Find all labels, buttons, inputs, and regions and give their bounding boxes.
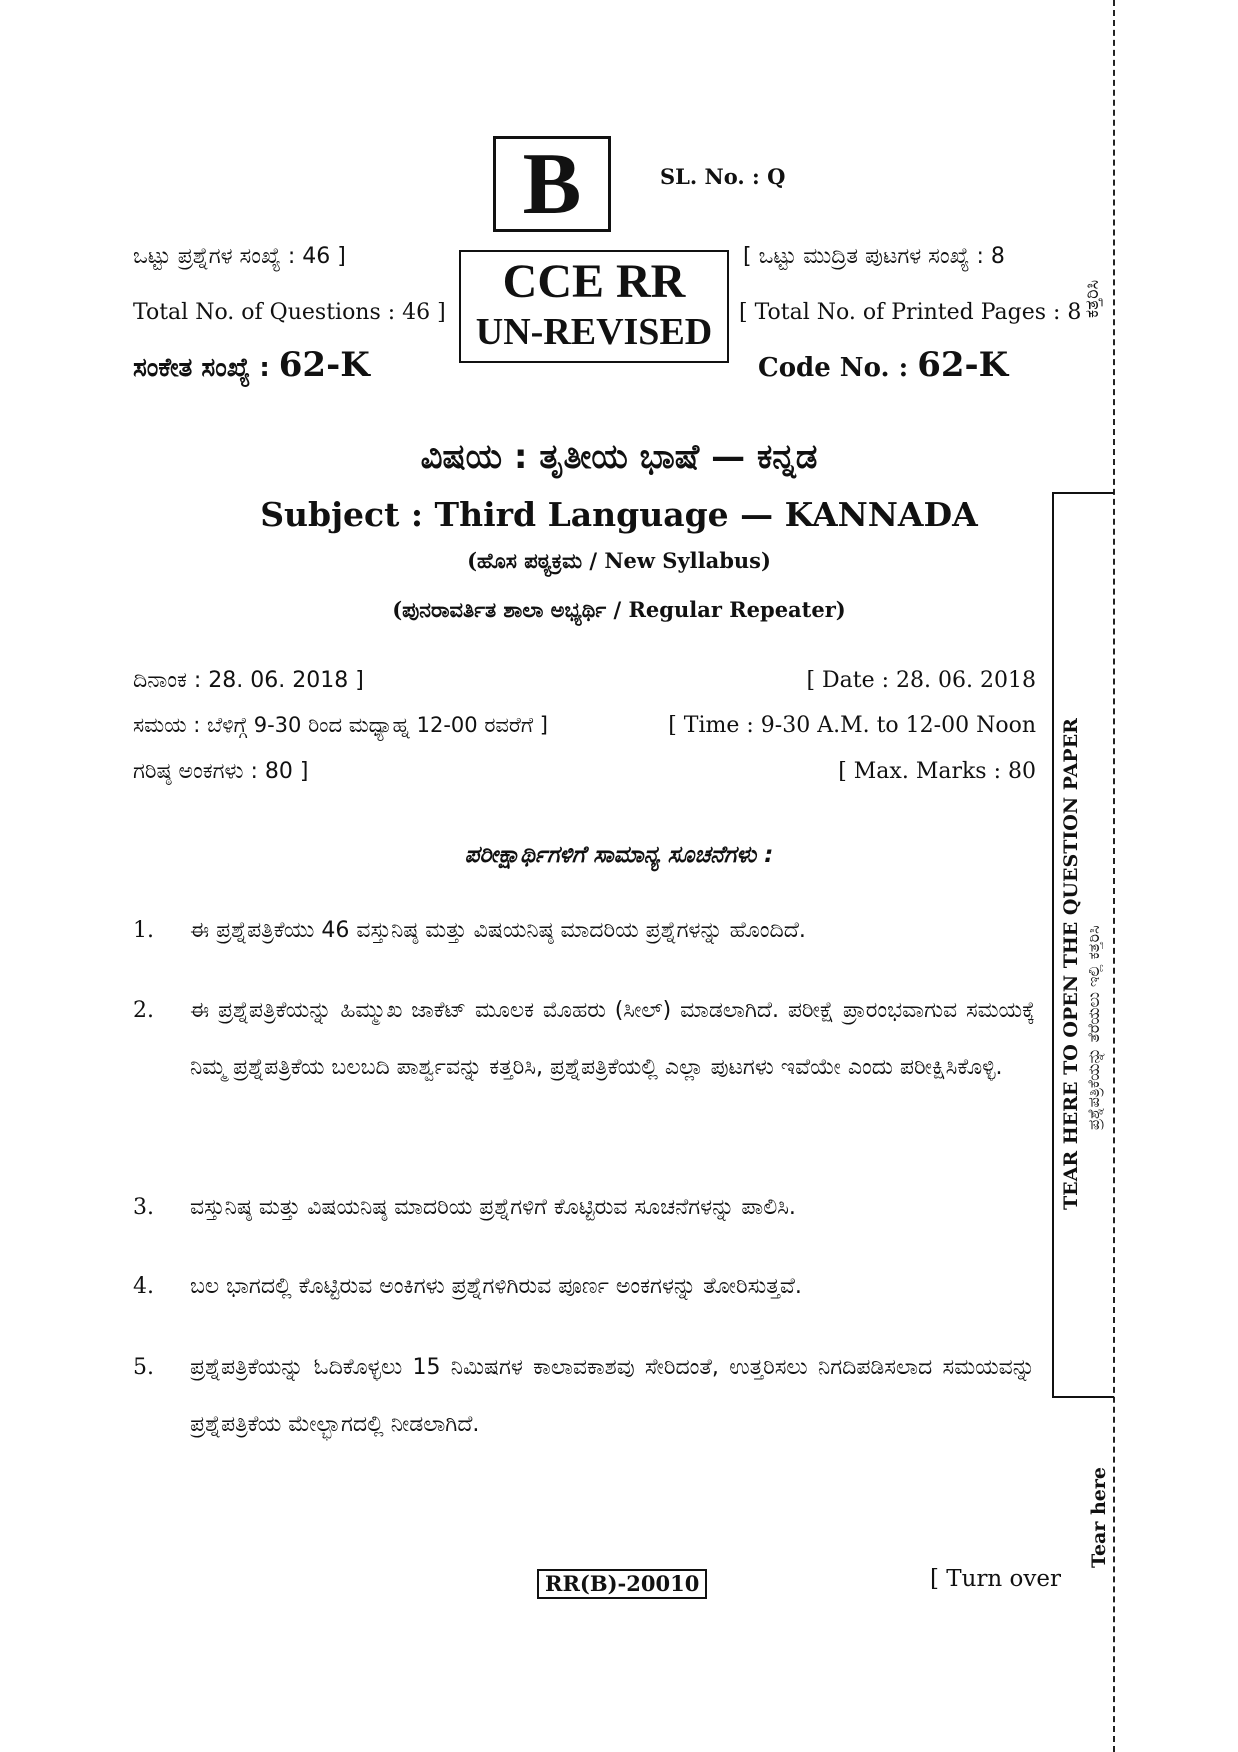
exam-time-kn: ಸಮಯ : ಬೆಳಿಗ್ಗೆ 9-30 ರಿಂದ ಮಧ್ಯಾಹ್ನ 12-00 ರವರೆಗೆ ] [133,713,548,737]
instruction-number: 2. [133,998,154,1023]
instruction-text: ಪ್ರಶ್ನೆಪತ್ರಿಕೆಯನ್ನು ಓದಿಕೊಳ್ಳಲು 15 ನಿಮಿಷಗಳ ಕಾಲಾವಕಾಶವು ಸೇರಿದಂತೆ, ಉತ್ತರಿಸಲು ನಿಗದಿಪಡಿಸಲಾದ ಸಮಯವನ್ನು ಪ್ರಶ್ನೆಪತ್ರಿಕೆಯ ಮೇಲ್ಭಾಗದಲ್ಲಿ ನೀಡಲಾಗಿದೆ. [190,1355,1035,1437]
instruction-text: ಈ ಪ್ರಶ್ನೆಪತ್ರಿಕೆಯನ್ನು ಹಿಮ್ಮುಖ ಜಾಕೆಟ್ ಮೂಲಕ ಮೊಹರು (ಸೀಲ್) ಮಾಡಲಾಗಿದೆ. ಪರೀಕ್ಷೆ ಪ್ರಾರಂಭವಾಗುವ ಸಮಯಕ್ಕೆ ನಿಮ್ಮ ಪ್ರಶ್ನೆಪತ್ರಿಕೆಯ ಬಲಬದಿ ಪಾರ್ಶ್ವವನ್ನು ಕತ್ತರಿಸಿ, ಪ್ರಶ್ನೆಪತ್ರಿಕೆಯಲ್ಲಿ ಎಲ್ಲಾ ಪುಟಗಳು ಇವೆಯೇ ಎಂದು ಪರೀಕ್ಷಿಸಿಕೊಳ್ಳಿ. [190,998,1035,1080]
code-value-en: 62-K [917,345,1009,385]
instructions-heading: ಪರೀಕ್ಷಾರ್ಥಿಗಳಿಗೆ ಸಾಮಾನ್ಯ ಸೂಚನೆಗಳು : [464,842,774,868]
instruction-number: 1. [133,918,154,943]
tear-here-instruction-kn: ಪ್ರಶ್ನೆಪತ್ರಿಕೆಯನ್ನು ತೆರೆಯಲು ಇಲ್ಲಿ ಕತ್ತರಿಸಿ [1084,925,1103,1130]
instruction-text: ಈ ಪ್ರಶ್ನೆಪತ್ರಿಕೆಯು 46 ವಸ್ತುನಿಷ್ಠ ಮತ್ತು ವಿಷಯನಿಷ್ಠ ಮಾದರಿಯ ಪ್ರಶ್ನೆಗಳನ್ನು ಹೊಂದಿದೆ. [190,918,806,943]
paper-code: RR(B)-20010 [537,1569,707,1599]
code-number-en [758,345,1008,385]
max-marks-en: [ Max. Marks : 80 [838,759,1036,784]
questions-count-en: Total No. of Questions : 46 ] [133,300,446,325]
code-value-kn: 62-K [278,345,370,385]
tear-here-instruction-en: TEAR HERE TO OPEN THE QUESTION PAPER [1060,718,1082,1210]
exam-date-en: [ Date : 28. 06. 2018 [806,668,1036,693]
instruction-number: 4. [133,1274,154,1299]
subject-en: Subject : Third Language — KANNADA [260,495,978,534]
subject-kn: ವಿಷಯ : ತೃತೀಯ ಭಾಷೆ — ಕನ್ನಡ [420,437,818,477]
printed-pages-en: [ Total No. of Printed Pages : 8 [739,300,1082,325]
serial-number: SL. No. : Q [660,164,786,189]
instruction-number: 3. [133,1195,154,1220]
unrevised-label: UN-REVISED [475,311,713,353]
cut-here-kn: ಕತ್ತರಿಸಿ [1082,279,1103,318]
printed-pages-kn: [ ಒಟ್ಟು ಮುದ್ರಿತ ಪುಟಗಳ ಸಂಖ್ಯೆ : 8 [743,244,1005,269]
syllabus-label: (ಹೊಸ ಪಠ್ಯಕ್ರಮ / New Syllabus) [467,548,771,573]
questions-count-kn: ಒಟ್ಟು ಪ್ರಶ್ನೆಗಳ ಸಂಖ್ಯೆ : 46 ] [133,244,346,269]
instruction-text: ವಸ್ತುನಿಷ್ಠ ಮತ್ತು ವಿಷಯನಿಷ್ಠ ಮಾದರಿಯ ಪ್ರಶ್ನೆಗಳಿಗೆ ಕೊಟ್ಟಿರುವ ಸೂಚನೆಗಳನ್ನು ಪಾಲಿಸಿ. [190,1195,796,1220]
candidate-type: (ಪುನರಾವರ್ತಿತ ಶಾಲಾ ಅಭ್ಯರ್ಥಿ / Regular Repeater) [392,597,846,622]
code-number-kn [133,345,370,385]
instruction-number: 5. [133,1355,154,1380]
max-marks-kn: ಗರಿಷ್ಠ ಅಂಕಗಳು : 80 ] [133,759,309,784]
exam-time-en: [ Time : 9-30 A.M. to 12-00 Noon [668,713,1036,738]
instruction-text: ಬಲ ಭಾಗದಲ್ಲಿ ಕೊಟ್ಟಿರುವ ಅಂಕಿಗಳು ಪ್ರಶ್ನೆಗಳಿಗಿರುವ ಪೂರ್ಣ ಅಂಕಗಳನ್ನು ತೋರಿಸುತ್ತವೆ. [190,1274,802,1299]
cce-box [459,250,729,363]
tear-here-label: Tear here [1088,1467,1110,1568]
version-box: B [493,136,611,232]
exam-date-kn: ದಿನಾಂಕ : 28. 06. 2018 ] [133,668,364,693]
turn-over-label: [ Turn over [930,1566,1062,1592]
code-label-kn: ಸಂಕೇತ ಸಂಖ್ಯೆ : [133,353,279,383]
code-label-en: Code No. : [758,353,918,383]
cce-title: CCE RR [502,255,686,308]
